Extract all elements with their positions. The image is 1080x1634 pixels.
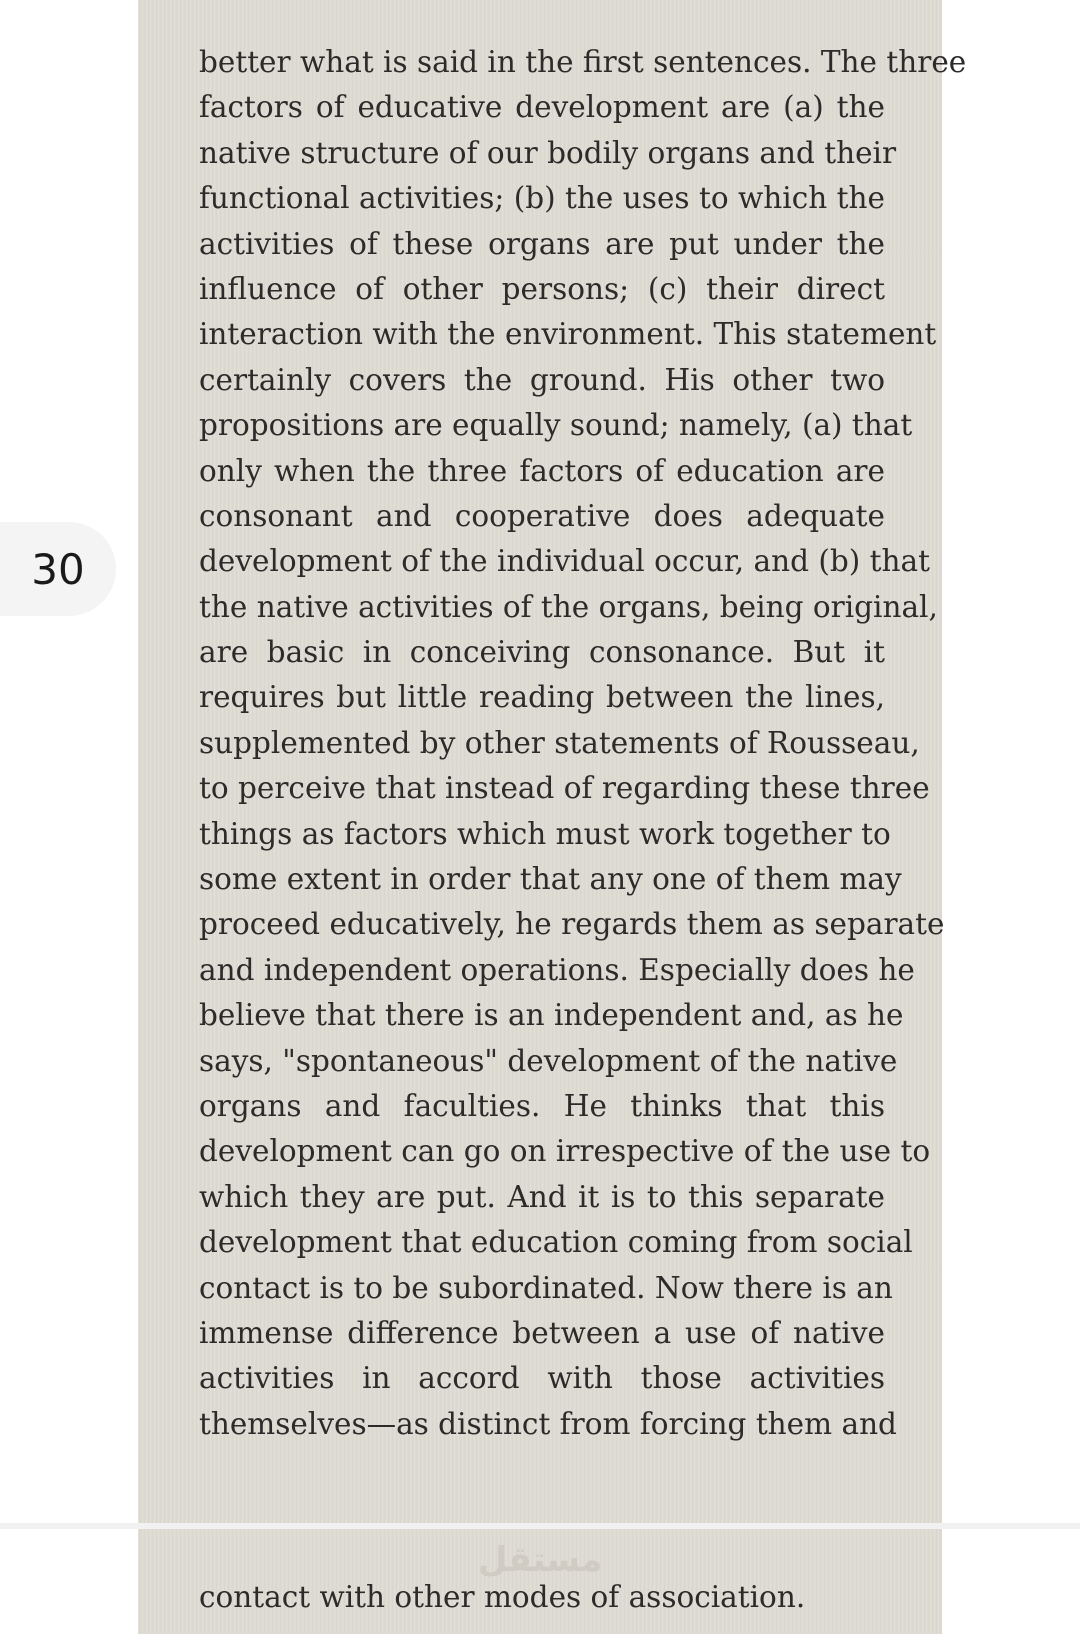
text-line: believe that there is an independent and, as he	[199, 998, 904, 1033]
text-line: activities of these organs are put under the	[199, 226, 885, 261]
text-line: better what is said in the first sentences. The three	[199, 45, 967, 79]
text-line: immense difference between a use of native	[199, 1315, 885, 1350]
page-number: 30	[31, 544, 85, 594]
next-page-text-line: contact with other modes of association.	[199, 1580, 806, 1614]
text-line: contact is to be subordinated. Now there is an	[199, 1270, 893, 1305]
page-separator	[0, 1523, 1080, 1529]
text-line: to perceive that instead of regarding these three	[199, 771, 930, 806]
text-line: supplemented by other statements of Rousseau,	[199, 725, 920, 760]
text-line: some extent in order that any one of them may	[199, 862, 902, 897]
page-number-badge[interactable]	[0, 522, 116, 616]
text-line: activities in accord with those activities	[199, 1361, 885, 1396]
text-line: are basic in conceiving consonance. But it	[199, 635, 885, 670]
text-line: only when the three factors of education are	[199, 453, 885, 488]
text-line: influence of other persons; (c) their direct	[199, 271, 885, 306]
text-line: functional activities; (b) the uses to which the	[199, 181, 885, 216]
page-body-text	[199, 40, 967, 1447]
text-line: things as factors which must work together to	[199, 816, 891, 851]
text-line: requires but little reading between the lines,	[199, 680, 885, 715]
text-line: interaction with the environment. This statement	[199, 317, 937, 352]
watermark-logo: مستقل	[477, 1540, 603, 1580]
text-line: organs and faculties. He thinks that this	[199, 1088, 885, 1123]
text-line: says, "spontaneous" development of the native	[199, 1043, 898, 1078]
text-line: proceed educatively, he regards them as separate	[199, 907, 945, 942]
text-line: which they are put. And it is to this separate	[199, 1179, 885, 1214]
text-line: factors of educative development are (a) the	[199, 90, 885, 125]
text-line: themselves—as distinct from forcing them and	[199, 1406, 897, 1441]
text-line: development can go on irrespective of the use to	[199, 1134, 931, 1169]
text-line: development of the individual occur, and (b) that	[199, 544, 930, 579]
text-line: certainly covers the ground. His other two	[199, 362, 885, 397]
text-line: consonant and cooperative does adequate	[199, 498, 885, 533]
text-line: development that education coming from social	[199, 1225, 913, 1260]
text-line: and independent operations. Especially does he	[199, 952, 915, 987]
text-line: propositions are equally sound; namely, (a) that	[199, 408, 913, 443]
text-line: native structure of our bodily organs and their	[199, 135, 897, 170]
text-line: the native activities of the organs, being original,	[199, 589, 938, 624]
